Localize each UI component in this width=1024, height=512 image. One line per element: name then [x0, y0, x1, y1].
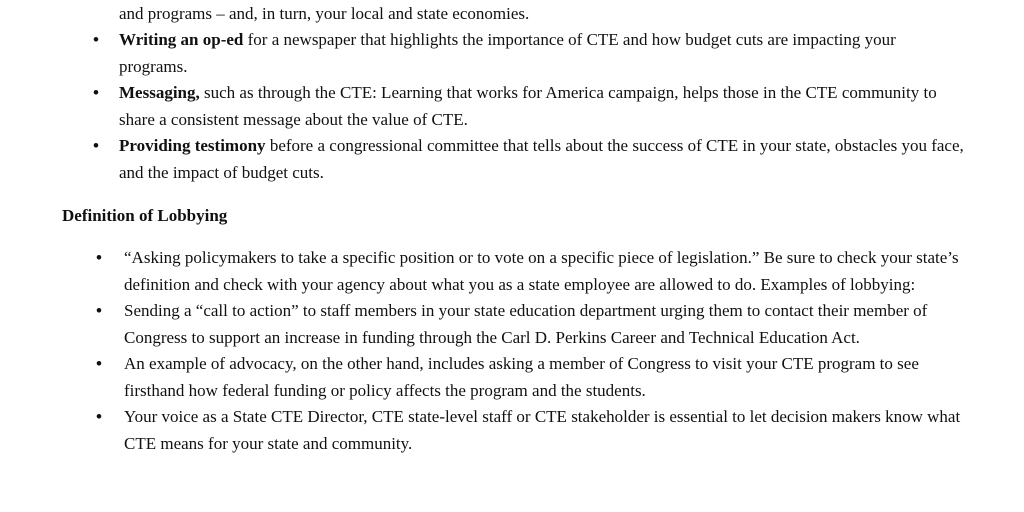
list-item	[0, 245, 966, 298]
bullet-icon: •	[93, 83, 99, 102]
list-item	[0, 351, 966, 404]
list-item	[0, 298, 966, 351]
list-item	[0, 80, 949, 133]
list-item-bold: Providing testimony	[119, 136, 266, 155]
list-item	[0, 404, 966, 457]
list-item-text: such as through the CTE: Learning that works for America campaign, helps those in the CTE community to share a consistent message about the value of CTE.	[119, 83, 937, 129]
bullet-icon: •	[96, 354, 102, 373]
list-item	[0, 133, 979, 186]
list-item-text: An example of advocacy, on the other hand, includes asking a member of Congress to visit your CTE program to see firsthand how federal funding or policy affects the program and the students.	[124, 354, 919, 400]
bullet-icon: •	[93, 136, 99, 155]
list-item-text: Your voice as a State CTE Director, CTE state-level staff or CTE stakeholder is essential to let decision makers know what CTE means for your state and community.	[124, 407, 961, 453]
list-item-text: “Asking policymakers to take a specific position or to vote on a specific piece of legislation.” Be sure to check your state’s definition and check with your agency about what you as a state employee are allowed to do. Examples of lobbying:	[124, 248, 959, 294]
bullet-icon: •	[93, 30, 99, 49]
section-heading: Definition of Lobbying	[62, 206, 228, 225]
bullet-icon: •	[96, 407, 102, 426]
list-item	[0, 27, 939, 80]
list-item-bold: Writing an op-ed	[119, 30, 244, 49]
bullet-icon: •	[96, 301, 102, 320]
list-item-text: Sending a “call to action” to staff members in your state education department urging them to contact their member of Congress to support an increase in funding through the Carl D. Perkins Career and Technical Education Act.	[124, 301, 928, 347]
list-item-text: for a newspaper that highlights the importance of CTE and how budget cuts are impacting your programs.	[119, 30, 896, 76]
bullet-icon: •	[96, 248, 102, 267]
continued-paragraph-fragment: and programs – and, in turn, your local and state economies.	[119, 4, 530, 23]
lobbying-list	[0, 245, 1020, 457]
list-item-text: before a congressional committee that tells about the success of CTE in your state, obstacles you face, and the impact of budget cuts.	[119, 136, 964, 182]
list-item-bold: Messaging,	[119, 83, 200, 102]
advocacy-examples-list	[0, 27, 1020, 186]
